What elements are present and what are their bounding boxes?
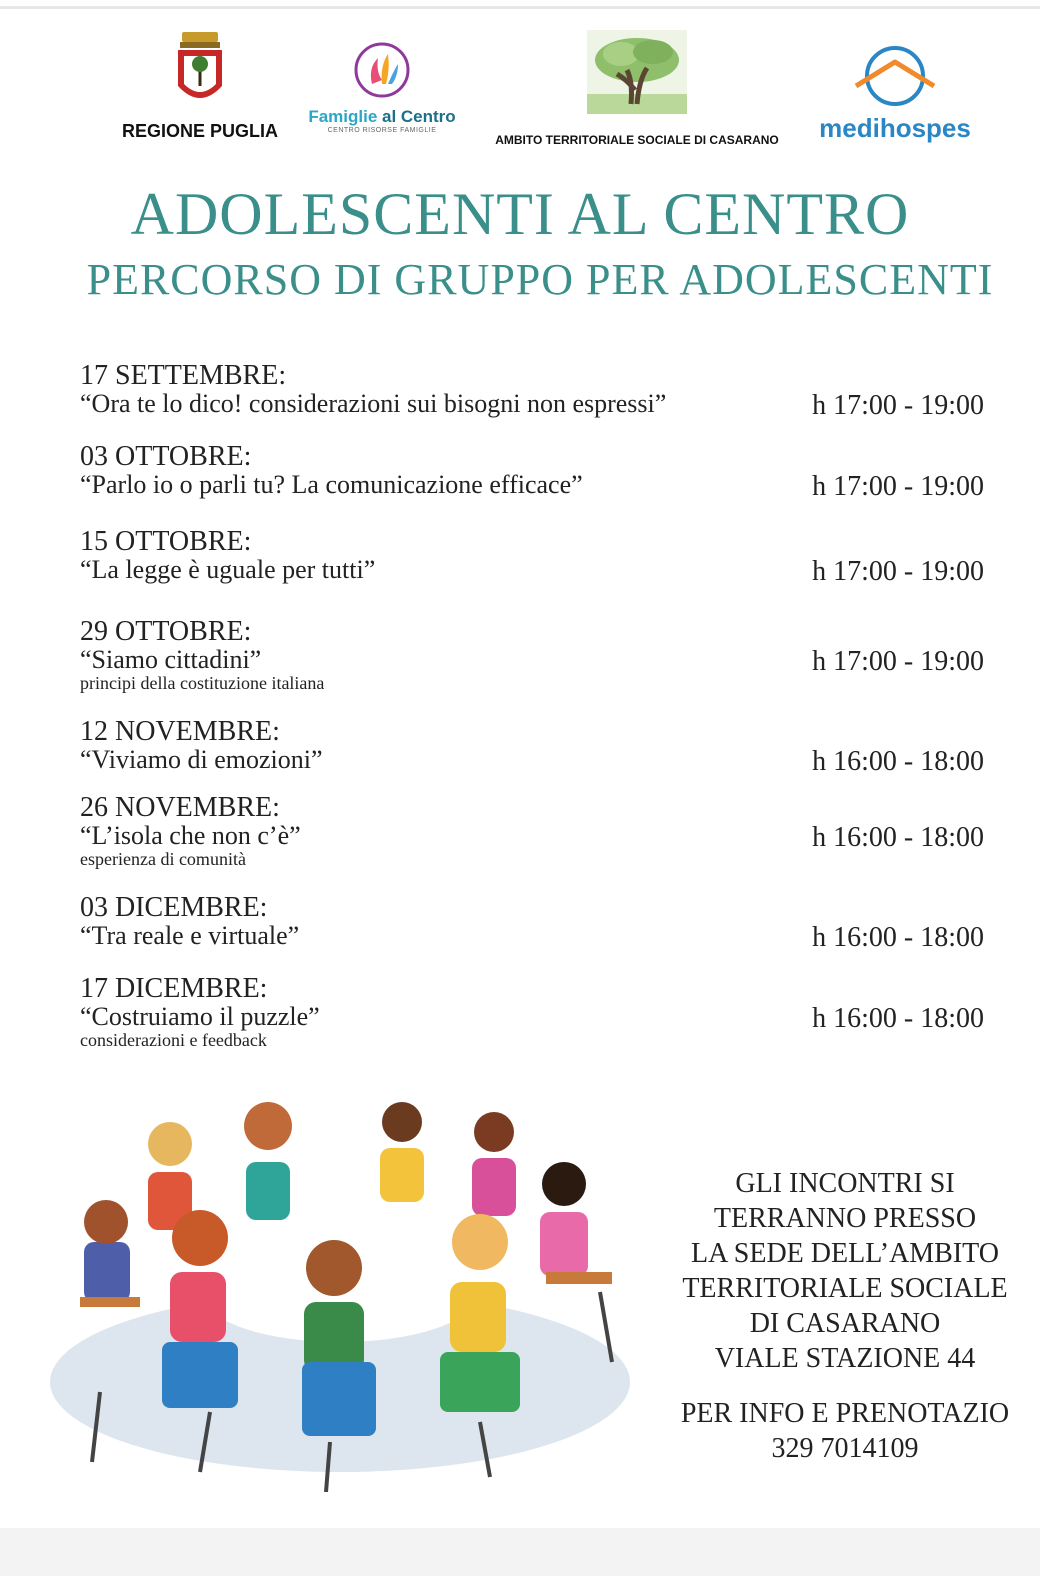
famiglie-flame-icon [352,40,412,100]
venue-line: GLI INCONTRI SI [735,1168,955,1199]
event-time: h 17:00 - 19:00 [812,390,984,421]
logo-famiglie-al-centro [296,40,468,134]
venue-line: DI CASARANO [749,1308,941,1339]
schedule-item [80,526,990,587]
logo-famiglie-label-part2: al Centro [377,107,456,126]
event-date: 12 NOVEMBRE: [80,716,280,747]
event-date: 17 SETTEMBRE: [80,360,287,391]
medihospes-roof-icon [850,40,940,110]
schedule-item [80,892,990,953]
olive-tree-icon [587,30,687,114]
event-time: h 16:00 - 18:00 [812,822,984,853]
puglia-coat-of-arms-icon [174,30,226,110]
event-time: h 17:00 - 19:00 [812,646,984,677]
bottom-band [0,1528,1040,1576]
event-time: h 17:00 - 19:00 [812,556,984,587]
venue-line: TERRANNO PRESSO [713,1203,977,1234]
venue-info [660,1166,1030,1376]
event-date: 29 OTTOBRE: [80,616,252,647]
event-topic: “La legge è uguale per tutti” [80,555,376,584]
event-time: h 16:00 - 18:00 [812,1003,984,1034]
contact-info [660,1396,1030,1466]
event-topic: “Parlo io o parli tu? La comunicazione efficace” [80,470,583,499]
child-figure-icon [80,1200,140,1307]
group-circle-illustration [40,1092,640,1492]
venue-line: TERRITORIALE SOCIALE [682,1273,1008,1304]
event-note: principi della costituzione italiana [80,673,325,693]
logo-regione-puglia [110,30,290,142]
logo-medihospes-label: medihospes [819,113,971,143]
schedule-item [80,441,990,502]
schedule-item [80,618,990,692]
top-border [0,6,1040,9]
schedule-item [80,716,990,777]
event-topic: “Siamo cittadini” [80,645,262,674]
event-date: 03 OTTOBRE: [80,441,252,472]
logo-medihospes [800,40,990,144]
event-time: h 17:00 - 19:00 [812,471,984,502]
logo-puglia-label: REGIONE PUGLIA [121,121,278,141]
logo-ambito-casarano [492,30,782,147]
event-note: considerazioni e feedback [80,1030,267,1050]
venue-line: VIALE STAZIONE 44 [714,1343,976,1374]
venue-line: LA SEDE DELL’AMBITO [691,1238,999,1269]
child-figure-icon [244,1102,292,1220]
logo-famiglie-label-part1: Famiglie [308,107,378,126]
page-title: ADOLESCENTI AL CENTRO [130,181,910,247]
contact-label: PER INFO E PRENOTAZIO [680,1398,1010,1429]
child-figure-icon [540,1162,612,1284]
child-figure-icon [380,1102,424,1202]
schedule-item [80,360,990,421]
contact-phone: 329 7014109 [771,1433,919,1464]
event-time: h 16:00 - 18:00 [812,922,984,953]
event-time: h 16:00 - 18:00 [812,746,984,777]
logo-ambito-label: AMBITO TERRITORIALE SOCIALE DI CASARANO [495,133,779,147]
child-figure-icon [148,1122,192,1230]
logo-famiglie-label [296,107,468,127]
event-note: esperienza di comunità [80,849,246,869]
event-topic: “Ora te lo dico! considerazioni sui bisogni non espressi” [80,389,667,418]
schedule-item [80,975,990,1049]
logo-famiglie-subtitle: CENTRO RISORSE FAMIGLIE [327,127,437,134]
event-date: 17 DICEMBRE: [80,973,268,1004]
event-date: 03 DICEMBRE: [80,892,268,923]
event-date: 26 NOVEMBRE: [80,792,280,823]
child-figure-icon [472,1112,516,1216]
event-date: 15 OTTOBRE: [80,526,252,557]
event-topic: “L’isola che non c’è” [80,821,301,850]
schedule-item [80,794,990,868]
event-topic: “Tra reale e virtuale” [80,921,300,950]
event-topic: “Viviamo di emozioni” [80,745,323,774]
page-subtitle: PERCORSO DI GRUPPO PER ADOLESCENTI [86,255,994,304]
event-topic: “Costruiamo il puzzle” [80,1002,320,1031]
